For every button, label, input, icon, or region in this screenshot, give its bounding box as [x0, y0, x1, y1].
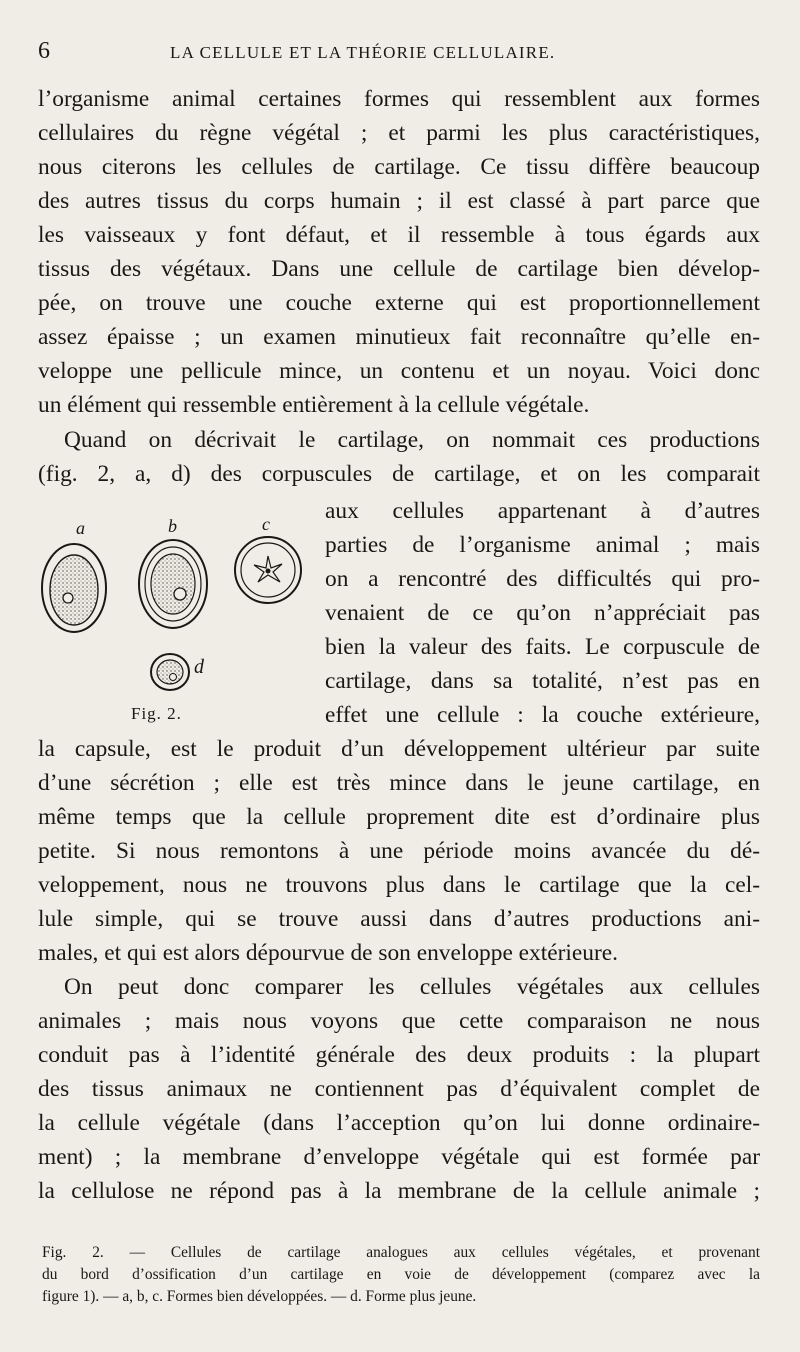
text-line: veloppe une pellicule mince, un contenu et un noyau. Voici donc — [38, 358, 760, 384]
cell-b — [139, 540, 207, 628]
paragraph-1 — [38, 82, 760, 422]
label-c: c — [262, 514, 270, 534]
text-line: cellulaires du règne végétal ; et parmi les plus caractéristiques, — [38, 120, 760, 146]
text-line: petite. Si nous remontons à une période moins avancée du dé- — [38, 838, 760, 864]
paragraph-2-rest — [38, 732, 760, 970]
text-line: assez épaisse ; un examen minutieux fait reconnaître qu’elle en- — [38, 324, 760, 350]
caption-line: figure 1). — a, b, c. Formes bien développées. — d. Forme plus jeune. — [42, 1288, 477, 1305]
cell-d — [151, 654, 189, 690]
text-line: les vaisseaux y font défaut, et il ressemble à tous égards aux — [38, 222, 760, 248]
text-line: animales ; mais nous voyons que cette comparaison ne nous — [38, 1008, 760, 1034]
figure-title: Fig. 2. — [131, 704, 182, 723]
paragraph-2-start — [38, 423, 760, 491]
label-d: d — [194, 656, 204, 678]
text-line: conduit pas à l’identité générale des deux produits : la plupart — [38, 1042, 760, 1068]
text-line: même temps que la cellule proprement dite est d’ordinaire plus — [38, 804, 760, 830]
label-a: a — [76, 518, 85, 538]
text-line: la cellulose ne répond pas à la membrane de la cellule animale ; — [38, 1178, 760, 1204]
text-line: on a rencontré des difficultés qui pro- — [325, 566, 760, 592]
text-line: (fig. 2, a, d) des corpuscules de cartilage, et on les comparait — [38, 461, 760, 487]
text-line: bien la valeur des faits. Le corpuscule de — [325, 634, 760, 660]
text-line: venaient de ce qu’on n’appréciait pas — [325, 600, 760, 626]
caption-line: du bord d’ossification d’un cartilage en voie de développement (comparez avec la — [42, 1266, 760, 1283]
page-header — [38, 38, 760, 74]
figure-2 — [38, 514, 318, 733]
text-line: Quand on décrivait le cartilage, on nommait ces productions — [64, 427, 760, 453]
text-line: males, et qui est alors dépourvue de son enveloppe extérieure. — [38, 940, 619, 966]
caption-line: Fig. 2. — Cellules de cartilage analogues aux cellules végétales, et provenant — [42, 1244, 760, 1261]
text-line: aux cellules appartenant à d’autres — [325, 498, 760, 524]
running-title: LA CELLULE ET LA THÉORIE CELLULAIRE. — [170, 43, 556, 62]
text-line: des autres tissus du corps humain ; il est classé à part parce que — [38, 188, 760, 214]
text-line: effet une cellule : la couche extérieure, — [325, 702, 760, 728]
text-line: la capsule, est le produit d’un développement ultérieur par suite — [38, 736, 760, 762]
paragraph-2-wrap — [325, 494, 760, 732]
text-line: l’organisme animal certaines formes qui ressemblent aux formes — [38, 86, 760, 112]
text-line: d’une sécrétion ; elle est très mince dans le jeune cartilage, en — [38, 770, 760, 796]
paragraph-3 — [38, 970, 760, 1208]
text-line: lule simple, qui se trouve aussi dans d’autres productions ani- — [38, 906, 760, 932]
cell-c — [235, 537, 301, 603]
text-line: tissus des végétaux. Dans une cellule de cartilage bien dévelop- — [38, 256, 760, 282]
label-b: b — [168, 516, 177, 536]
text-line: pée, on trouve une couche externe qui est proportionnellement — [38, 290, 760, 316]
text-line: On peut donc comparer les cellules végétales aux cellules — [64, 974, 760, 1000]
cartilage-cells-illustration — [38, 518, 318, 733]
text-line: veloppement, nous ne trouvons plus dans le cartilage que la cel- — [38, 872, 760, 898]
cell-a — [42, 544, 106, 632]
text-line: parties de l’organisme animal ; mais — [325, 532, 760, 558]
text-line: cartilage, dans sa totalité, n’est pas en — [325, 668, 760, 694]
text-line: nous citerons les cellules de cartilage. Ce tissu diffère beaucoup — [38, 154, 760, 180]
text-line: un élément qui ressemble entièrement à la cellule végétale. — [38, 392, 590, 418]
text-line: la cellule végétale (dans l’acception qu’on lui donne ordinaire- — [38, 1110, 760, 1136]
figure-caption — [42, 1242, 760, 1308]
page-number: 6 — [38, 38, 52, 64]
text-line: des tissus animaux ne contiennent pas d’équivalent complet de — [38, 1076, 760, 1102]
text-line: ment) ; la membrane d’enveloppe végétale qui est formée par — [38, 1144, 760, 1170]
